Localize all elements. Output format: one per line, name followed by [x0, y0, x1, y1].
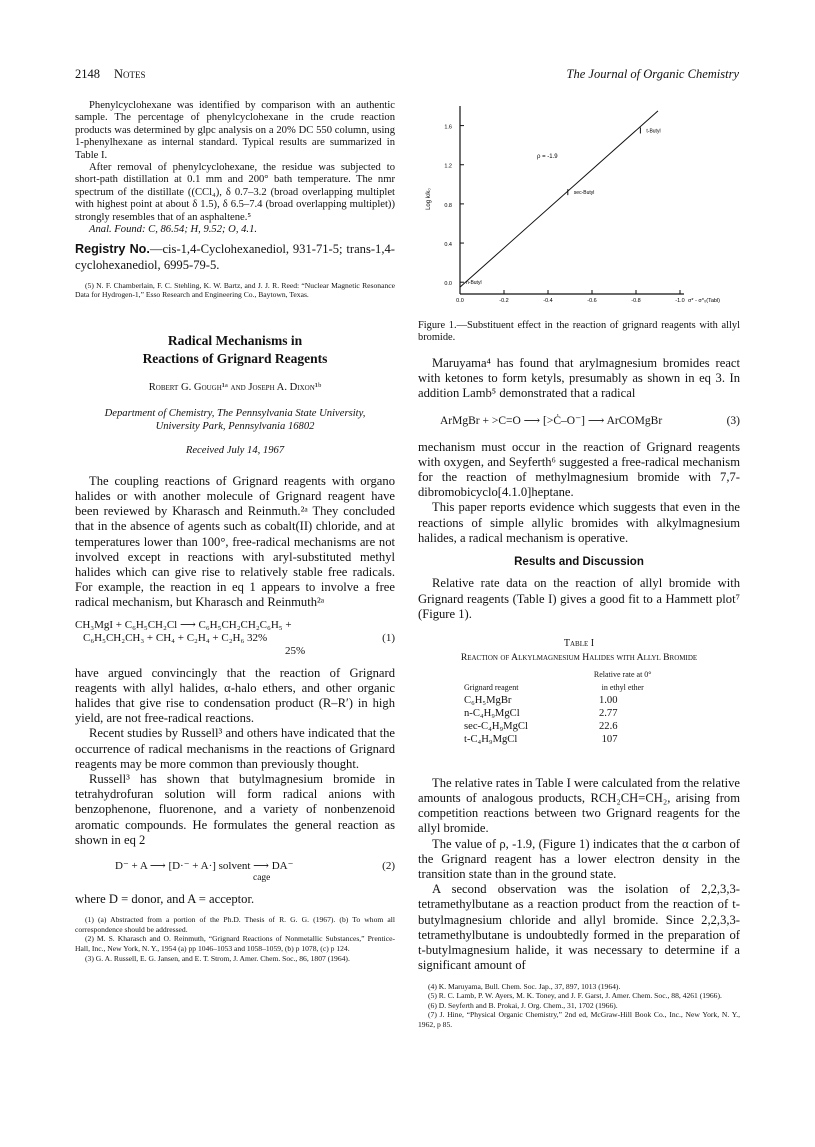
paragraph: where D = donor, and A = acceptor.: [75, 891, 255, 906]
footnote: (3) G. A. Russell, E. G. Jansen, and E. T. Strom, J. Amer. Chem. Soc., 86, 1807 (1964).: [85, 953, 350, 963]
chart-plot-area: [426, 106, 720, 304]
x-axis-label: σ* - σ*₀(Tabl): [688, 298, 720, 304]
paragraph: Russell³ has shown that butylmagnesium bromide in tetrahydrofuran solution will form radical anions with benzophenone, fluorenone, and a variety of nonbenzenoid aromatic compounds. He formulates the general reaction as shown in eq 2: [75, 771, 395, 847]
paragraph: A second observation was the isolation of 2,2,3,3-tetramethylbutane as a reaction product from the reaction of t-butylmagnesium chloride and allyl bromide. Since 2,2,3,3-tetramethylbutane is undoubtedly formed in the preparation of t-butylmagnesium halide, it was necessary to determine if a significant amount of: [418, 882, 740, 973]
footnote: (7) J. Hine, “Physical Organic Chemistry,” 2nd ed, McGraw-Hill Book Co., Inc., New York, N. Y., 1962, p 85.: [418, 1010, 740, 1029]
table-cell-reagent: C₆H₅MgBr: [464, 694, 512, 706]
footnote: (5) N. F. Chamberlain, F. C. Stehling, K. W. Bartz, and J. J. R. Reed: “Nuclear Magnetic Resonance Data for Hydrogen-1,” Esso Research and Engineering Co., Baytown, Texas.: [75, 280, 395, 300]
table-cell-rate: 107: [601, 733, 618, 745]
table-1: [458, 668, 658, 746]
table-cell-rate: 22.6: [598, 720, 618, 732]
eq1-number: (1): [382, 631, 395, 644]
eq1-line: C₆H₅CH₂CH₃ + CH₄ + C₂H₄ + C₂H₆ 32%: [83, 631, 268, 644]
article-title: [75, 332, 395, 368]
eq2-cage: cage: [253, 872, 271, 883]
point-label: t-Butyl: [646, 128, 661, 135]
right-column: [418, 320, 740, 1029]
left-column: [75, 100, 395, 963]
footnote: (2) M. S. Kharasch and O. Reinmuth, “Grignard Reactions of Nonmetallic Substances,” Prentice-Hall, Inc., New York, N. Y., 1954 (a) pp 1046–1053 and 1058–1059, (b) p 1078, (c) p 124.: [75, 934, 395, 953]
x-tick-label: -0.8: [631, 298, 641, 304]
footnote: (5) R. C. Lamb, P. W. Ayers, M. K. Toney, and J. F. Garst, J. Amer. Chem. Soc., 88, 4261 (1966).: [428, 991, 722, 1001]
affiliation-line: University Park, Pennsylvania 16802: [155, 420, 315, 432]
affiliation-line: Department of Chemistry, The Pennsylvania State University,: [104, 408, 366, 420]
x-tick-label: -1.0: [675, 298, 685, 304]
table-row: [458, 720, 658, 733]
analysis: Anal. Found: C, 86.54; H, 9.52; O, 4.1.: [89, 224, 258, 236]
paragraph: Maruyama⁴ has found that arylmagnesium bromides react with ketones to form ketyls, presumably as shown in eq 3. In addition Lamb⁵ demonstrated that a radical: [418, 356, 740, 401]
footnote: (1) (a) Abstracted from a portion of the Ph.D. Thesis of R. G. G. (1967). (b) To whom all correspondence should be addressed.: [75, 915, 395, 934]
section-heading: Results and Discussion: [514, 556, 644, 569]
eq3-number: (3): [726, 414, 740, 427]
fit-line: [460, 111, 661, 287]
journal-name: The Journal of Organic Chemistry: [566, 67, 739, 81]
table-row: [458, 694, 658, 707]
table-header: [534, 668, 658, 694]
eq1-line: CH₃MgI + C₆H₅CH₂Cl ⟶ C₆H₅CH₂CH₂C₆H₅ +: [75, 618, 292, 631]
y-tick-label: 1.6: [444, 124, 452, 131]
figure-1-chart: [418, 96, 740, 318]
table-cell-reagent: sec-C₄H₉MgCl: [464, 720, 528, 732]
y-tick-label: 1.2: [444, 163, 452, 170]
slope-annotation: ρ = -1.9: [537, 153, 558, 160]
paragraph: have argued convincingly that the reaction of Grignard reagents with allyl halides, α-halo ethers, and other organic halides that give rise to condensation product (R–R′) in high yield, are not free-radical reactions.: [75, 665, 395, 726]
figure-caption: Figure 1.—Substituent effect in the reaction of grignard reagents with allyl bromide.: [418, 320, 740, 343]
equation-1: [75, 619, 395, 658]
footnote: (6) D. Seyferth and B. Prokai, J. Org. Chem., 31, 1702 (1966).: [428, 1000, 618, 1010]
y-axis-label: Log k/k₀: [426, 188, 432, 210]
paragraph: Relative rate data on the reaction of allyl bromide with Grignard reagents (Table I) gives a good fit to a Hammett plot⁷ (Figure 1).: [418, 576, 740, 621]
point-label: sec-Butyl: [573, 190, 595, 197]
paragraph: The value of ρ, -1.9, (Figure 1) indicates that the α carbon of the Grignard reagent has a lower electron density in the transition state than in the ground state.: [418, 836, 740, 882]
section-name: Notes: [114, 67, 146, 81]
received-date: Received July 14, 1967: [185, 445, 285, 457]
paragraph: This paper reports evidence which suggests that even in the reactions of simple allylic bromides with alkylmagnesium halides, a radical mechanism is operative.: [418, 500, 740, 545]
affiliation: [75, 408, 395, 433]
x-tick-label: 0.0: [456, 298, 464, 304]
table-cell-rate: 2.77: [598, 707, 618, 719]
registry-label: Registry No.: [75, 242, 150, 257]
footnote: (4) K. Maruyama, Bull. Chem. Soc. Jap., 37, 897, 1013 (1964).: [428, 981, 621, 991]
paragraph: The relative rates in Table I were calculated from the relative amounts of analogous products, RCH₂CH=CH₂, arising from competition reactions between two Grignard reagents for the allyl bromide.: [418, 775, 740, 836]
paragraph: After removal of phenylcyclohexane, the residue was subjected to short-path distillation at 0.1 mm and 200° bath temperature. The nmr spectrum of the distillate ((CCl₄), δ 0.7–3.2 (broad overlapping multiplet with highest point at about δ 1.5), δ 6.5–7.4 (broad overlapping multiplet)) strongly resembles that of an asphaltene.⁵: [75, 162, 395, 223]
equation-3: [418, 414, 740, 428]
table-row: [458, 707, 658, 720]
header-line: in ethyl ether: [601, 682, 644, 692]
paragraph: Phenylcyclohexane was identified by comparison with an authentic sample. The percentage of phenylcyclohexane in the crude reaction products was determined by glpc analysis on a 20% DC 550 column, using 1-phenylhexane as internal standard. Typical results are summarized in Table I.: [75, 100, 395, 161]
page-number: 2148: [75, 67, 100, 81]
eq3-text: ArMgBr + >C=O ⟶ [>Ċ–O⁻] ⟶ ArCOMgBr: [440, 414, 663, 427]
authors: Robert G. Gough¹ᵃ and Joseph A. Dixon¹ᵇ: [148, 382, 322, 394]
point-label: n-Butyl: [466, 280, 482, 287]
table-title: Reaction of Alkylmagnesium Halides with Allyl Bromide: [460, 652, 698, 664]
table-row: [458, 733, 658, 746]
title-line: Radical Mechanisms in: [167, 333, 303, 349]
table-cell-rate: 1.00: [598, 694, 618, 706]
table-header: Grignard reagent: [464, 682, 519, 692]
table-cell-reagent: n-C₄H₉MgCl: [464, 707, 520, 719]
y-tick-label: 0.0: [444, 281, 452, 288]
eq2-text: D⁻ + A ⟶ [D·⁻ + A·] solvent ⟶ DA⁻: [115, 859, 294, 872]
paragraph: mechanism must occur in the reaction of Grignard reagents with oxygen, and Seyferth⁶ suggested a free-radical mechanism for the reaction of methylmagnesium bromide with 7,7-dibromobicyclo[4.1.0]heptane.: [418, 439, 740, 500]
eq2-number: (2): [382, 859, 395, 872]
y-tick-label: 0.8: [444, 202, 452, 209]
registry-text: —cis-1,4-Cyclohexanediol, 931-71-5; trans-1,4-cyclohexanediol, 6995-79-5.: [75, 242, 395, 272]
table-cell-reagent: t-C₄H₉MgCl: [464, 733, 518, 745]
x-tick-label: -0.4: [543, 298, 553, 304]
x-tick-label: -0.6: [587, 298, 597, 304]
eq1-line: 25%: [285, 644, 306, 657]
y-tick-label: 0.4: [444, 242, 452, 249]
equation-2: [75, 860, 395, 888]
header-line: Relative rate at 0°: [593, 669, 652, 679]
x-tick-label: -0.2: [499, 298, 509, 304]
paragraph: Recent studies by Russell³ and others have indicated that the occurrence of radical mechanisms in the reactions of Grignard reagents may be more common than previously thought.: [75, 726, 395, 771]
table-label: Table I: [563, 638, 595, 650]
title-line: Reactions of Grignard Reagents: [142, 351, 328, 367]
intro-paragraph: The coupling reactions of Grignard reagents with organo halides or with another molecule of Grignard reagent have been reviewed by Kharasch and Reinmuth.²ᵃ They concluded that in the absence of agents such as cobalt(II) chloride, and at temperatures lower than 100°, free-radical mechanisms are not involved except in reactions with aryl-substituted methyl halides which can give rise to relatively stable free radicals. For example, the reaction in eq 1 appears to involve a free radical mechanism, but Kharasch and Reinmuth²ᵃ: [75, 473, 395, 610]
registry: [75, 242, 395, 272]
